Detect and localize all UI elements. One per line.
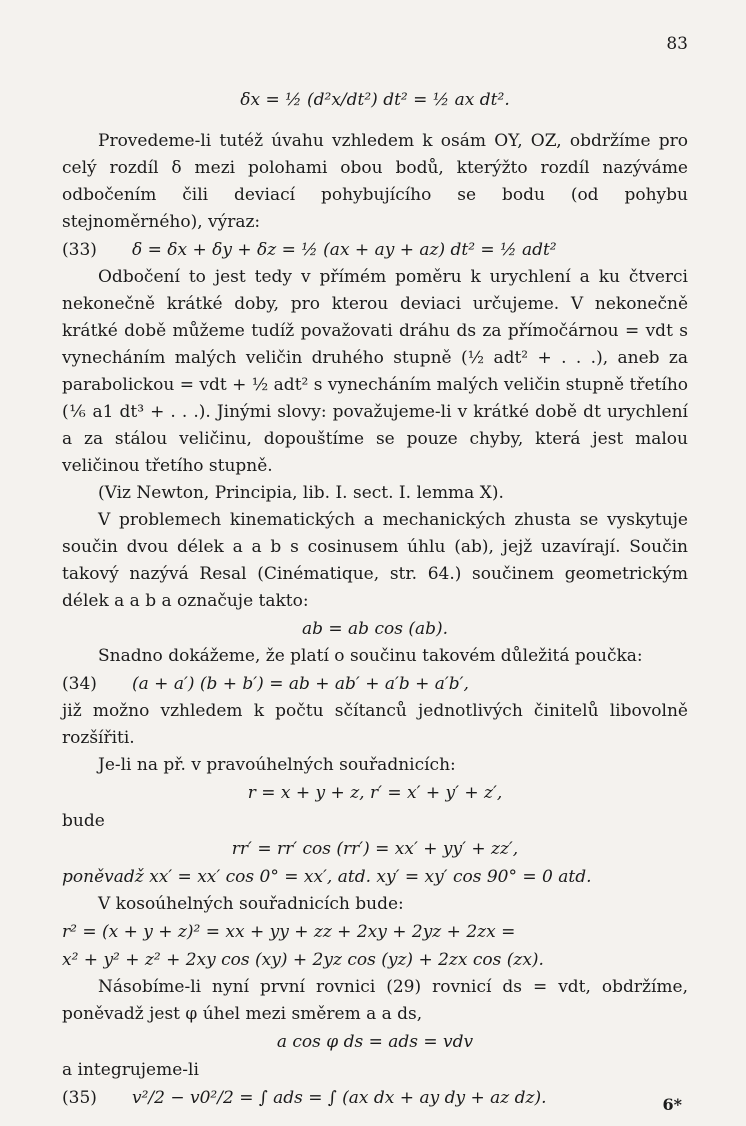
paragraph-deviation: Provedeme-li tutéž úvahu vzhledem k osám OY, OZ, obdržíme pro celý rozdíl δ mezi polohami obou bodů, kterýžto rozdíl nazýváme odbočením čili deviací pohybujícího se bodu (od pohybu stejnoměrného), výraz: — [62, 131, 688, 232]
equation-number: (33) — [62, 240, 97, 260]
label-integrate: a integrujeme-li — [62, 1060, 199, 1080]
paragraph-newton-reference: (Viz Newton, Principia, lib. I. sect. I. lemma X). — [98, 483, 504, 503]
equation-rectangular: r = x + y + z, r′ = x′ + y′ + z′, — [247, 783, 503, 803]
equation-34 — [62, 670, 688, 698]
paragraph-rectangular: Je-li na př. v pravoúhelných souřadnicích: — [98, 755, 456, 775]
equation-number: (34) — [62, 674, 97, 694]
equation-acos: a cos φ ds = ads = vdv — [276, 1032, 474, 1052]
equation-body: v²/2 − v0²/2 = ∫ ads = ∫ (ax dx + ay dy + az dz). — [132, 1088, 547, 1108]
equation-body: (a + a′) (b + b′) = ab + ab′ + a′b + a′b′, — [132, 674, 469, 694]
equation-rr-product: rr′ = rr′ cos (rr′) = xx′ + yy′ + zz′, — [231, 839, 519, 859]
paragraph-odboceni: Odbočení to jest tedy v přímém poměru k urychlení a ku čtverci nekonečně krátké doby, pro kterou deviaci určujeme. V nekonečně krátké době můžeme tudíž považovati dráhu ds za přímočárnou = vdt s vynecháním malých veličin druhého stupně (½ adt² + . . .), aneb za parabolickou = vdt + ½ adt² s vynecháním malých veličin stupně třetího (⅙ a1 dt³ + . . .). Jinými slovy: považujeme-li v krátké době dt urychlení a za stálou veličinu, dopouštíme se pouze chyby, která jest malou veličinou třetího stupně. — [62, 267, 688, 476]
signature-mark: 6* — [662, 1095, 682, 1114]
equation-r-squared-line2: x² + y² + z² + 2xy cos (xy) + 2yz cos (yz) + 2zx cos (zx). — [62, 950, 544, 970]
paragraph-theorem: Snadno dokážeme, že platí o součinu takovém důležitá poučka: — [98, 646, 643, 666]
equation-35 — [62, 1084, 688, 1112]
equation-33 — [62, 236, 688, 264]
page-number: 83 — [666, 34, 688, 54]
paragraph-geometric-product: V problemech kinematických a mechanických zhusta se vyskytuje součin dvou délek a a b s cosinusem úhlu (ab), jejž uzavírají. Součin takový nazývá Resal (Cinématique, str. 64.) součinem geometrickým délek a a b a označuje takto: — [62, 510, 688, 611]
paragraph-extension: již možno vzhledem k počtu sčítanců jednotlivých činitelů libovolně rozšířiti. — [62, 701, 688, 748]
equation-deviation-x: δx = ½ (d²x/dt²) dt² = ½ ax dt². — [240, 90, 510, 110]
equation-dot-product: ab = ab cos (ab). — [301, 619, 449, 639]
label-bude: bude — [62, 811, 105, 831]
paragraph-oblique: V kosoúhelných souřadnicích bude: — [98, 894, 404, 914]
equation-body: δ = δx + δy + δz = ½ (ax + ay + az) dt² = ½ adt² — [132, 240, 557, 260]
equation-r-squared-line1: r² = (x + y + z)² = xx + yy + zz + 2xy + 2yz + 2zx = — [62, 922, 516, 942]
paragraph-multiply: Násobíme-li nyní první rovnici (29) rovnicí ds = vdt, obdržíme, poněvadž jest φ úhel mezi směrem a a ds, — [62, 977, 688, 1024]
equation-because: poněvadž xx′ = xx′ cos 0° = xx′, atd. xy′ = xy′ cos 90° = 0 atd. — [62, 867, 592, 887]
equation-number: (35) — [62, 1088, 97, 1108]
